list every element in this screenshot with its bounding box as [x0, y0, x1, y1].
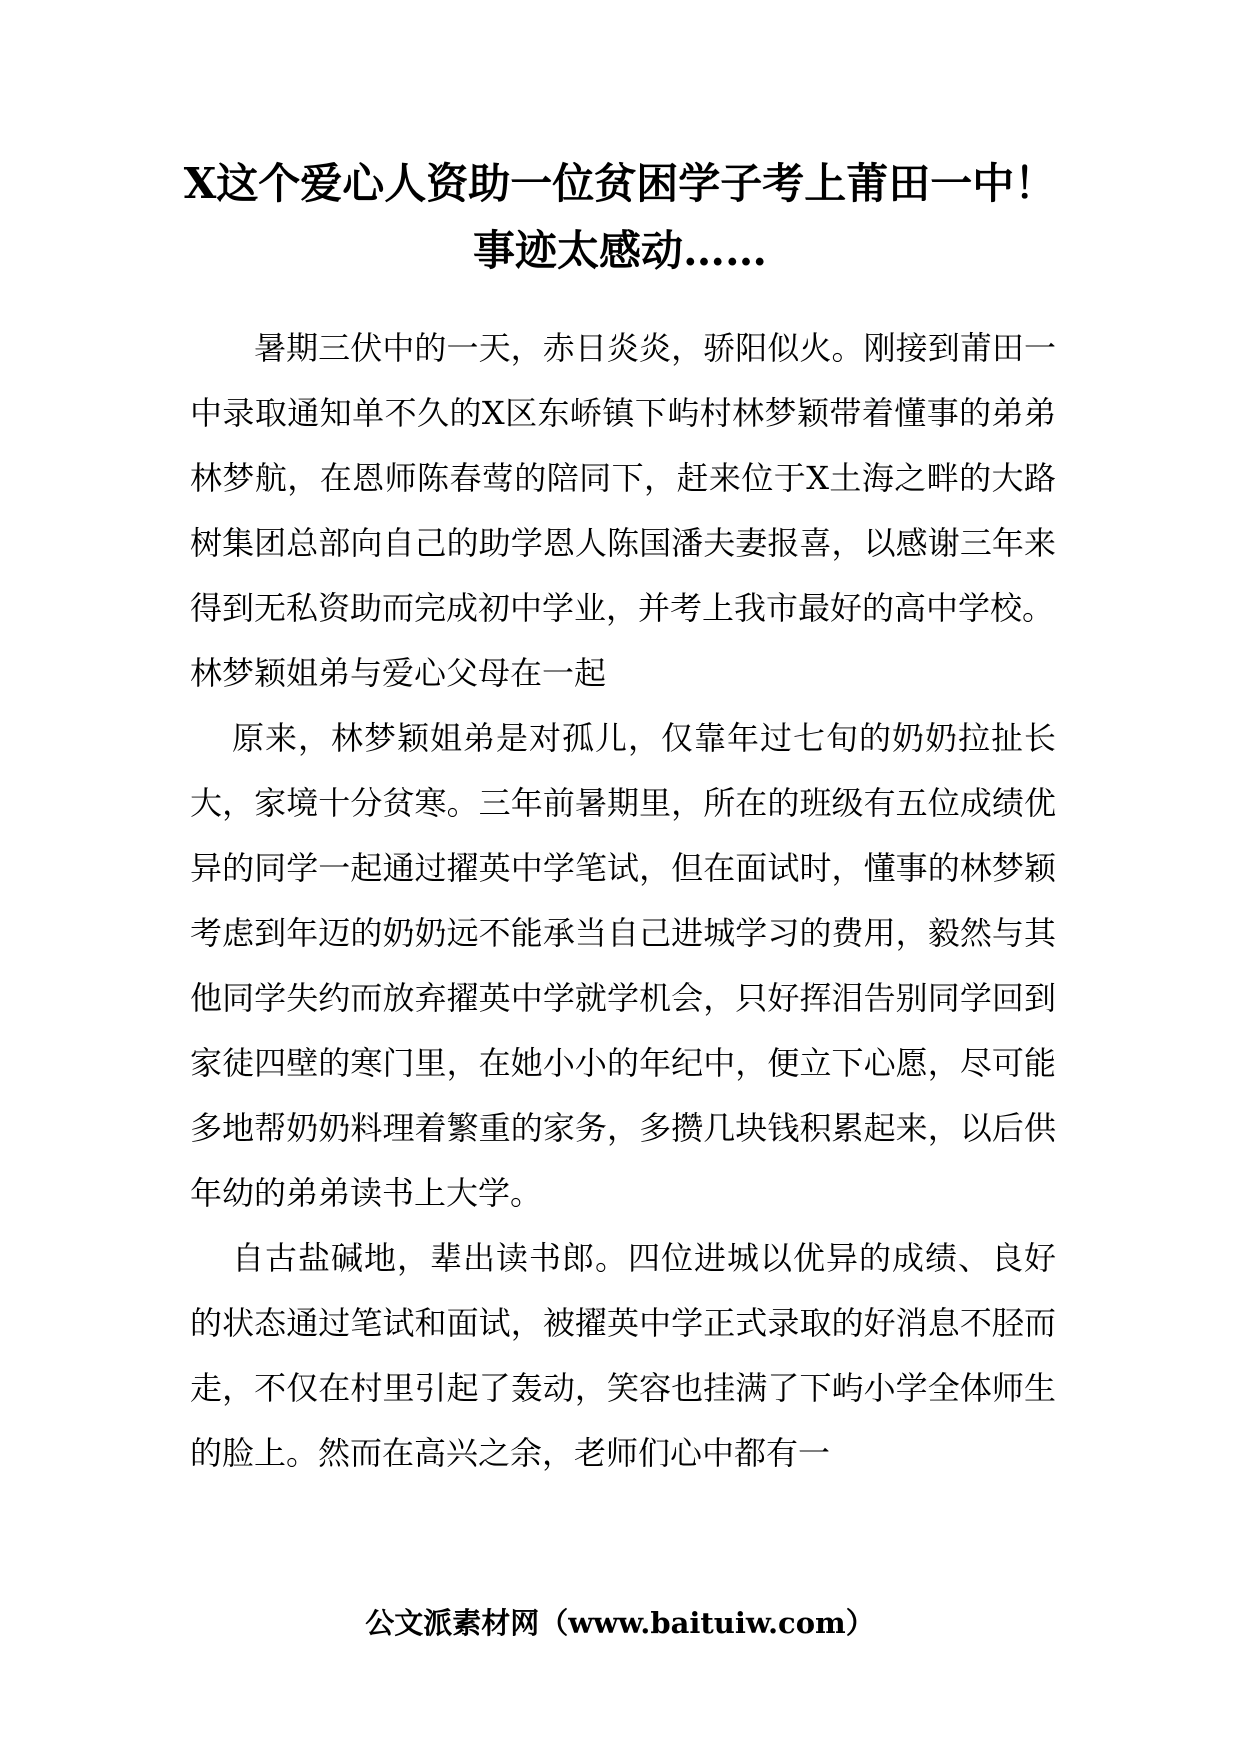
document-body: [190, 316, 1056, 1486]
paragraph-news: 自古盐碱地，辈出读书郎。四位进城以优异的成绩、良好的状态通过笔试和面试，被擢英中学正式录取的好消息不胫而走，不仅在村里引起了轰动，笑容也挂满了下屿小学全体师生的脸上。然而在高兴之余，老师们心中都有一: [190, 1239, 1056, 1472]
document-title: X这个爱心人资助一位贫困学子考上莆田一中！事迹太感动……: [183, 159, 1057, 275]
paragraph-intro: 暑期三伏中的一天，赤日炎炎，骄阳似火。刚接到莆田一中录取通知单不久的X区东峤镇下屿村林梦颖带着懂事的弟弟林梦航，在恩师陈春莺的陪同下，赶来位于X土海之畔的大路树集团总部向自己的助学恩人陈国潘夫妻报喜，以感谢三年来得到无私资助而完成初中学业，并考上我市最好的高中学校。: [190, 329, 1056, 627]
photo-caption: 林梦颖姐弟与爱心父母在一起: [190, 654, 607, 692]
footer-source: 公文派素材网（www.baituiw.com）: [365, 1606, 875, 1640]
paragraph-background: 原来，林梦颖姐弟是对孤儿，仅靠年过七旬的奶奶拉扯长大，家境十分贫寒。三年前暑期里，所在的班级有五位成绩优异的同学一起通过擢英中学笔试，但在面试时，懂事的林梦颖考虑到年迈的奶奶远不能承当自己进城学习的费用，毅然与其他同学失约而放弃擢英中学就学机会，只好挥泪告别同学回到家徒四壁的寒门里，在她小小的年纪中，便立下心愿，尽可能多地帮奶奶料理着繁重的家务，多攒几块钱积累起来，以后供年幼的弟弟读书上大学。: [190, 719, 1056, 1212]
